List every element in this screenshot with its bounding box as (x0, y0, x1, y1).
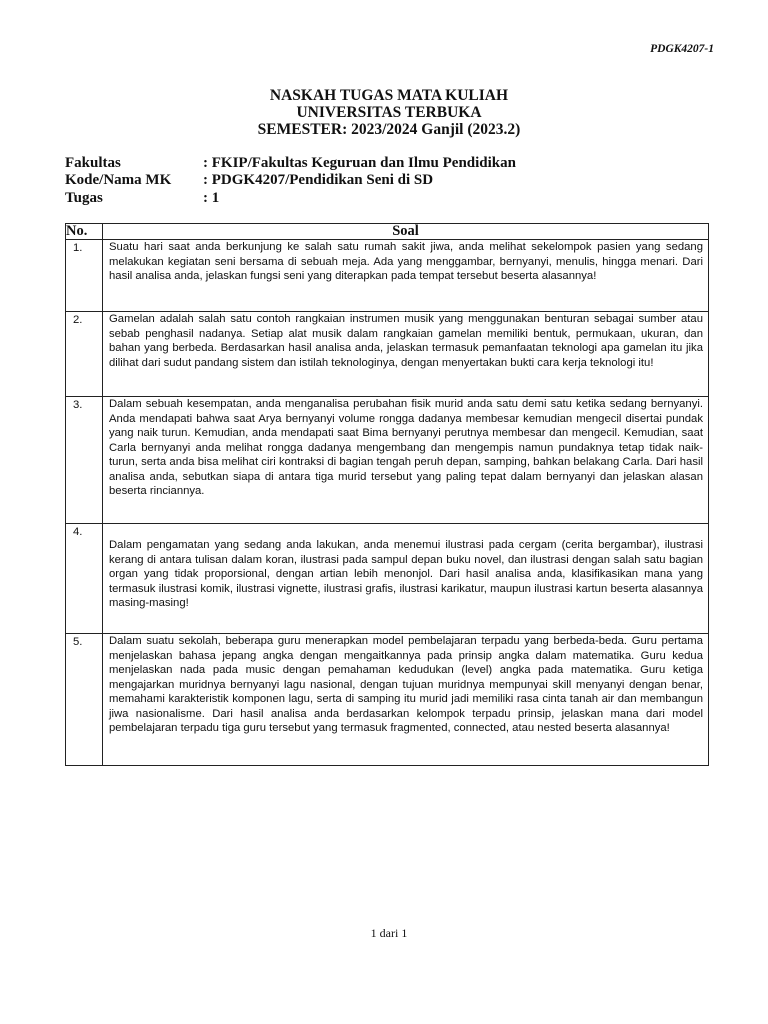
info-row-kode-mk (65, 172, 516, 189)
table-row (66, 524, 709, 634)
title-line-1: NASKAH TUGAS MATA KULIAH (269, 87, 509, 104)
question-text: Gamelan adalah salah satu contoh rangkaian instrumen musik yang menggunakan benturan sebagai sumber atau sebab penghasil nadanya. Setiap alat musik dalam rangkaian gamelan memiliki bentuk, permukaan, ukuran, dan bahan yang berbeda. Berdasarkan hasil analisa anda, jelaskan termasuk pemanfaatan teknologi apa gamelan itu jika dilihat dari sudut pandang sistem dan istilah teknologinya, dengan menyertakan bukti cara kerja teknologi itu! (103, 312, 709, 397)
info-label: Fakultas (65, 155, 121, 171)
questions-table (65, 223, 709, 766)
table-row (66, 397, 709, 524)
question-number: 3. (66, 397, 103, 524)
info-value: : FKIP/Fakultas Keguruan dan Ilmu Pendidikan (203, 155, 516, 171)
question-text: Suatu hari saat anda berkunjung ke salah satu rumah sakit jiwa, anda melihat sekelompok pasien yang sedang melakukan kegiatan seni bersama di sebuah meja. Ada yang menggambar, bernyanyi, menulis, hingga menari. Dari hasil analisa anda, jelaskan fungsi seni yang diterapkan pada tempat tersebut beserta alasannya! (103, 240, 709, 312)
info-label: Tugas (65, 189, 103, 206)
column-header-soal: Soal (103, 224, 709, 240)
column-header-no: No. (66, 224, 103, 240)
question-text: Dalam sebuah kesempatan, anda menganalisa perubahan fisik murid anda satu demi satu ketika sedang bernyanyi. Anda mendapati bahwa saat Arya bernyanyi volume rongga dadanya membesar kemudian mengecil disertai pundak yang naik turun. Kemudian, anda mendapati saat Bima bernyanyi perutnya membesar dan mengecil. Kemudian, saat Carla bernyanyi anda melihat rongga dadanya mengembang dan mengempis namun pundaknya tetap tidak naik-turun, serta anda bisa melihat ciri kontraksi di bagian tengah peruh depan, samping, bahkan belakang Carla. Dari hasil analisa anda, sebutkan siapa di antara tiga murid tersebut yang paling tepat dalam bernyanyi dan jelaskan alasan beserta rinciannya. (103, 397, 709, 524)
question-number: 2. (66, 312, 103, 397)
table-row (66, 240, 709, 312)
page-number: 1 dari 1 (370, 926, 408, 940)
document-code: PDGK4207-1 (650, 43, 714, 55)
info-row-tugas (65, 190, 516, 207)
table-header-row (66, 224, 709, 240)
info-row-fakultas (65, 155, 516, 172)
table-row (66, 312, 709, 397)
title-line-2: UNIVERSITAS TERBUKA (296, 104, 482, 121)
question-number: 1. (66, 240, 103, 312)
question-number: 4. (66, 524, 103, 634)
document-title (0, 87, 768, 138)
info-value: : PDGK4207/Pendidikan Seni di SD (203, 172, 434, 189)
question-number: 5. (66, 634, 103, 766)
question-text: Dalam suatu sekolah, beberapa guru menerapkan model pembelajaran terpadu yang berbeda-beda. Guru pertama menjelaskan bahasa jepang angka dengan mengaitkannya pada prinsip angka dalam matematika. Guru kedua menjelaskan nada pada music dengan pemahaman kedudukan (level) angka pada matematika. Guru ketiga mengajarkan muridnya bernyanyi lagu nasional, dengan tujuan muridnya mempunyai skill menyanyi dengan benar, memahami karakteristik komponen lagu, serta di samping itu murid jadi memiliki rasa cinta tanah air dan membangun jiwa nasionalisme. Dari hasil analisa anda berdasarkan kelompok terpadu prinsip, jelaskan mana dari model pembelajaran terpadu tiga guru tersebut yang termasuk fragmented, connected, atau nested beserta alasannya! (103, 634, 709, 766)
info-label: Kode/Nama MK (65, 172, 172, 189)
title-line-3: SEMESTER: 2023/2024 Ganjil (2023.2) (257, 121, 521, 138)
table-row (66, 634, 709, 766)
info-value: : 1 (203, 189, 220, 206)
course-info (65, 155, 516, 207)
question-text: Dalam pengamatan yang sedang anda lakukan, anda menemui ilustrasi pada cergam (cerita bergambar), ilustrasi kerang di antara tulisan dalam koran, ilustrasi pada sampul depan buku novel, dan ilustrasi dengan salah satu bagian organ yang tidak proporsional, dengan artian lebih menonjol. Dari hasil analisa anda, klasifikasikan mana yang termasuk ilustrasi komik, ilustrasi vignette, ilustrasi grafis, ilustrasi karikatur, maupun ilustrasi kartun beserta alasannya masing-masing! (103, 524, 709, 634)
